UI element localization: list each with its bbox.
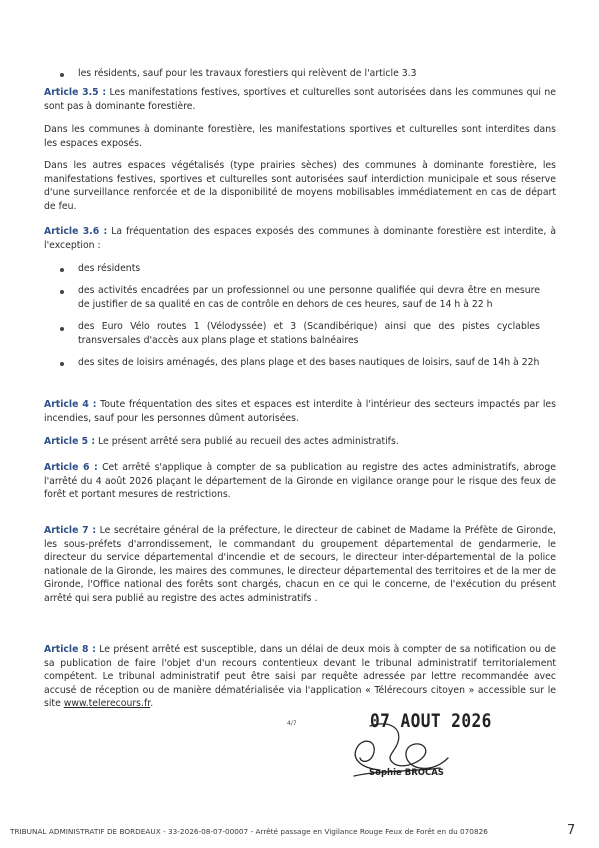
article-3-5-paragraph-3: Dans les autres espaces végétalisés (type prairies sèches) des communes à dominante forestière, les manifestations festives, sportives et culturelles sont autorisées sauf interdiction municipale et sous réserve d'une surveillance renforcée et de la disponibilité de moyens mobilisables immédiatement en cas de départ de feu. xyxy=(44,160,556,212)
article-7 xyxy=(44,524,556,606)
page-marker: 4/7 xyxy=(287,720,297,727)
date-stamp: 07 AOUT 2026 xyxy=(370,710,492,732)
article-8 xyxy=(44,643,556,711)
article-3-5-label: Article 3.5 : xyxy=(44,87,107,98)
article-6-text: Cet arrêté s'applique à compter de sa publication au registre des actes administratifs, abroge l'arrêté du 4 août 2026 plaçant le département de la Gironde en vigilance orange pour le risque des feux de forêt et portant mesures de restrictions. xyxy=(44,462,556,501)
article-3-6-label: Article 3.6 : xyxy=(44,226,108,237)
article-5-text: Le présent arrêté sera publié au recueil des actes administratifs. xyxy=(95,436,399,447)
article-6 xyxy=(44,461,556,502)
article-3-6-bullet: des activités encadrées par un professionnel ou une personne qualifiée qui devra être en mesure de justifier de sa qualité en cas de contrôle en dehors de ces heures, sauf de 14 h à 22 h xyxy=(78,285,540,310)
article-8-label: Article 8 : xyxy=(44,644,96,655)
bullet-dot xyxy=(60,362,64,366)
page-number: 7 xyxy=(567,823,576,838)
bullet-dot xyxy=(60,290,64,294)
bullet-residents-text: les résidents, sauf pour les travaux forestiers qui relèvent de l'article 3.3 xyxy=(78,68,417,79)
article-6-label: Article 6 : xyxy=(44,462,98,473)
article-4-label: Article 4 : xyxy=(44,399,97,410)
article-7-label: Article 7 : xyxy=(44,525,97,536)
article-3-5-paragraph-2: Dans les communes à dominante forestière, les manifestations sportives et culturelles sont interdites dans les espaces exposés. xyxy=(44,124,556,149)
bullet-dot xyxy=(60,327,64,331)
article-3-6-text: La fréquentation des espaces exposés des communes à dominante forestière est interdite, à l'exception : xyxy=(44,226,557,251)
article-3-6-bullet: des résidents xyxy=(78,263,141,274)
signer-name: Sophie BROCAS xyxy=(369,768,444,778)
telerecours-link[interactable]: www.telerecours.fr xyxy=(63,698,151,710)
article-8-end: . xyxy=(150,698,154,710)
article-3-5-text: Les manifestations festives, sportives et culturelles sont autorisées dans les communes qui ne sont pas à dominante forestière. xyxy=(44,87,557,112)
article-4-text: Toute fréquentation des sites et espaces est interdite à l'intérieur des secteurs impactés par les incendies, sauf pour les personnes dûment autorisées. xyxy=(44,399,556,424)
article-8-text: Le présent arrêté est susceptible, dans un délai de deux mois à compter de sa notification ou de sa publication de faire l'objet d'un recours contentieux devant le tribunal administratif territorialement compétent. Le tribunal administratif peut être saisi par requête adressée par lettre recommandée avec accusé de réception ou de manière dématérialisée via l'application « Télérecours citoyen » accessible sur le site xyxy=(44,644,556,710)
article-5-label: Article 5 : xyxy=(44,436,96,447)
article-4 xyxy=(44,398,556,425)
article-5 xyxy=(44,435,556,449)
article-3-6-bullet: des sites de loisirs aménagés, des plans plage et des bases nautiques de loisirs, sauf de 14h à 22h xyxy=(78,357,540,368)
article-3-6-intro xyxy=(44,225,556,252)
article-7-text: Le secrétaire général de la préfecture, le directeur de cabinet de Madame la Préfète de Gironde, les sous-préfets d'arrondissement, le commandant du groupement départemental de gendarmerie, le directeur du service départemental d'incendie et de secours, le directeur inter-départemental de la police nationale de la Gironde, les maires des communes, le directeur départemental des territoires et de la mer de Gironde, l'Office national des forêts sont chargés, chacun en ce qui le concerne, de l'exécution du présent arrêté qui sera publié au registre des actes administratifs . xyxy=(44,525,556,604)
article-3-6-bullet: des Euro Vélo routes 1 (Vélodyssée) et 3 (Scandibérique) ainsi que des pistes cyclables transversales d'accès aux plans plage et stations balnéaires xyxy=(78,321,540,346)
bullet-dot xyxy=(60,73,64,77)
page-footer: TRIBUNAL ADMINISTRATIF DE BORDEAUX - 33-2026-08-07-00007 - Arrêté passage en Vigilance Rouge Feux de Forêt en du 070826 xyxy=(10,827,488,836)
article-3-5-paragraph-1 xyxy=(44,86,556,113)
bullet-dot xyxy=(60,268,64,272)
